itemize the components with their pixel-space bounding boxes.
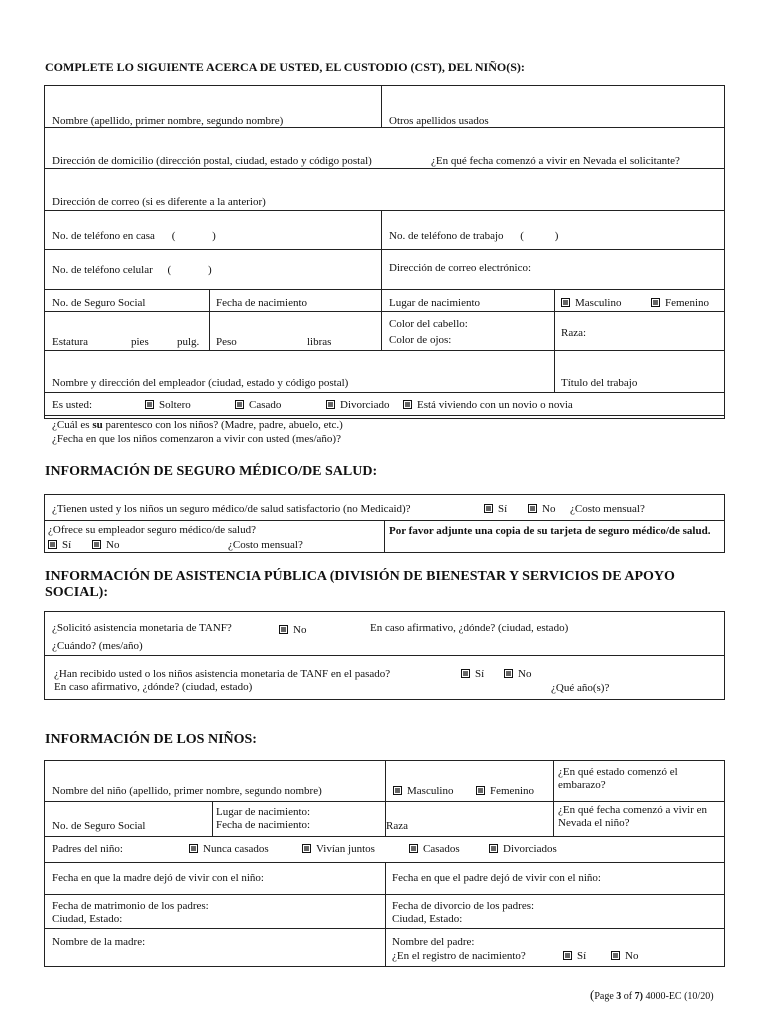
divorced-checkbox[interactable] [326, 400, 335, 409]
close-paren: ) [207, 264, 212, 276]
child-male-label: Masculino [407, 785, 454, 797]
ssn-label: No. de Seguro Social [52, 297, 146, 309]
single-option[interactable] [145, 399, 191, 411]
child-ssn-label: No. de Seguro Social [52, 820, 146, 832]
father-left-label: Fecha en que el padre dejó de vivir con el niño: [392, 872, 601, 884]
single-checkbox[interactable] [145, 400, 154, 409]
cohabiting-checkbox[interactable] [403, 400, 412, 409]
hair-color-label: Color del cabello: [389, 318, 468, 330]
children-date-label: ¿Fecha en que los niños comenzaron a vivir con usted (mes/año)? [52, 433, 341, 445]
cell-phone-label [52, 264, 212, 276]
child-female-label: Femenino [490, 785, 534, 797]
parents-married-checkbox[interactable] [409, 844, 418, 853]
health-yes-label: Sí [498, 503, 508, 515]
parents-married-label: Casados [423, 843, 460, 855]
relationship-bold: su [92, 419, 103, 431]
health-no-option[interactable] [528, 503, 555, 515]
tanf-question: ¿Solicitó asistencia monetaria de TANF? [52, 622, 232, 634]
health-yes-option[interactable] [484, 503, 507, 515]
mail-address-label: Dirección de correo (si es diferente a la anterior) [52, 196, 266, 208]
birth-record-no-option[interactable] [611, 950, 638, 962]
father-name-label: Nombre del padre: [392, 936, 475, 948]
footer-of-word: of [623, 991, 633, 1002]
employer-yes-checkbox[interactable] [48, 540, 57, 549]
footer-form-code: 4000-EC (10/20) [645, 991, 714, 1002]
female-option[interactable] [651, 297, 709, 309]
lived-together-checkbox[interactable] [302, 844, 311, 853]
cohabiting-label: Está viviendo con un novio o novia [417, 399, 573, 411]
child-male-checkbox[interactable] [393, 786, 402, 795]
child-birthplace-label: Lugar de nacimiento: [216, 806, 311, 818]
child-name-label: Nombre del niño (apellido, primer nombre, segundo nombre) [52, 785, 322, 797]
tanf-past-question: ¿Han recibido usted o los niños asistencia monetaria de TANF en el pasado? [54, 668, 391, 680]
race-label: Raza: [561, 327, 587, 339]
health-yes-checkbox[interactable] [484, 504, 493, 513]
married-label: Casado [249, 399, 282, 411]
lived-together-label: Vivían juntos [316, 843, 375, 855]
assistance-heading: INFORMACIÓN DE ASISTENCIA PÚBLICA (DIVISIÓN DE BIENESTAR Y SERVICIOS DE APOYO SOCIAL): [45, 569, 675, 600]
employer-no-checkbox[interactable] [92, 540, 101, 549]
single-label: Soltero [159, 399, 191, 411]
tanf-where-label: En caso afirmativo, ¿dónde? (ciudad, estado) [370, 622, 569, 634]
female-checkbox[interactable] [651, 298, 660, 307]
tanf-past-no-checkbox[interactable] [504, 669, 513, 678]
parents-divorced-option[interactable] [489, 843, 557, 855]
home-phone-label [52, 230, 216, 242]
never-married-label: Nunca casados [203, 843, 269, 855]
child-female-checkbox[interactable] [476, 786, 485, 795]
birth-record-no-label: No [625, 950, 639, 962]
birth-record-yes-label: Sí [577, 950, 587, 962]
form-title: COMPLETE LO SIGUIENTE ACERCA DE USTED, EL CUSTODIO (CST), DEL NIÑO(S): [45, 60, 525, 74]
child-dob-label: Fecha de nacimiento: [216, 819, 311, 831]
birth-record-no-checkbox[interactable] [611, 951, 620, 960]
tanf-past-yes-checkbox[interactable] [461, 669, 470, 678]
health-question: ¿Tienen usted y los niños un seguro médico/de salud satisfactorio (no Medicaid)? [52, 503, 411, 515]
work-phone-text: No. de teléfono de trabajo [389, 230, 504, 242]
health-cost-label: ¿Costo mensual? [570, 503, 645, 515]
other-surnames-label: Otros apellidos usados [389, 115, 489, 127]
birth-record-label: ¿En el registro de nacimiento? [392, 950, 526, 962]
never-married-checkbox[interactable] [189, 844, 198, 853]
feet-label: pies [131, 336, 149, 348]
birthplace-label: Lugar de nacimiento [389, 297, 481, 309]
open-paren: ( [520, 230, 524, 242]
male-label: Masculino [575, 297, 622, 309]
tanf-when-label: ¿Cuándo? (mes/año) [52, 640, 143, 652]
children-heading: INFORMACIÓN DE LOS NIÑOS: [45, 732, 257, 747]
work-phone-label [389, 230, 558, 242]
tanf-past-no-option[interactable] [504, 668, 531, 680]
footer-paren: ( [590, 987, 595, 1002]
inches-label: pulg. [177, 336, 200, 348]
cohabiting-option[interactable] [403, 399, 573, 411]
lived-together-option[interactable] [302, 843, 375, 855]
custodian-name-label: Nombre (apellido, primer nombre, segundo nombre) [52, 115, 284, 127]
page-footer [590, 987, 714, 1003]
tanf-no-option[interactable] [279, 624, 306, 636]
pregnancy-state-label: ¿En qué estado comenzó el embarazo? [558, 766, 678, 791]
footer-page-word: Page [594, 991, 614, 1002]
weight-label: Peso [216, 336, 237, 348]
open-paren: ( [167, 264, 172, 276]
height-label: Estatura [52, 336, 89, 348]
email-label: Dirección de correo electrónico: [389, 262, 532, 274]
tanf-past-where-label: En caso afirmativo, ¿dónde? (ciudad, estado) [54, 681, 253, 693]
tanf-no-checkbox[interactable] [279, 625, 288, 634]
you-are-label: Es usted: [52, 399, 93, 411]
marriage-date-label: Fecha de matrimonio de los padres: [52, 900, 209, 912]
relationship-post: parentesco con los niños? (Madre, padre, abuelo, etc.) [102, 419, 343, 431]
eye-color-label: Color de ojos: [389, 334, 452, 346]
mother-left-label: Fecha en que la madre dejó de vivir con el niño: [52, 872, 264, 884]
parents-married-option[interactable] [409, 843, 460, 855]
pounds-label: libras [307, 336, 332, 348]
close-paren: ) [212, 230, 216, 242]
open-paren: ( [171, 230, 176, 242]
relationship-pre: ¿Cuál es [52, 419, 93, 431]
attach-card-note: Por favor adjunte una copia de su tarjeta de seguro médico/de salud. [389, 525, 711, 537]
divorced-label: Divorciado [340, 399, 390, 411]
never-married-option[interactable] [189, 843, 269, 855]
home-phone-text: No. de teléfono en casa [52, 230, 155, 242]
health-heading: INFORMACIÓN DE SEGURO MÉDICO/DE SALUD: [45, 464, 378, 479]
health-no-checkbox[interactable] [528, 504, 537, 513]
employer-label: Nombre y dirección del empleador (ciudad, estado y código postal) [52, 377, 349, 389]
footer-page-number: 3 [616, 991, 622, 1002]
divorced-option[interactable] [326, 399, 389, 411]
home-address-label: Dirección de domicilio (dirección postal, ciudad, estado y código postal) [52, 155, 372, 167]
tanf-past-yes-label: Sí [475, 668, 485, 680]
male-option[interactable] [561, 297, 621, 309]
parents-divorced-checkbox[interactable] [489, 844, 498, 853]
male-checkbox[interactable] [561, 298, 570, 307]
tanf-past-yes-option[interactable] [461, 668, 484, 680]
employer-cost-label: ¿Costo mensual? [228, 539, 303, 551]
child-race-label: Raza [386, 820, 408, 832]
nevada-date-label: ¿En qué fecha comenzó a vivir en Nevada el solicitante? [431, 155, 680, 167]
birth-record-yes-option[interactable] [563, 950, 586, 962]
female-label: Femenino [665, 297, 709, 309]
relationship-label [52, 419, 343, 431]
cell-phone-text: No. de teléfono celular [52, 264, 153, 276]
marriage-city-label: Ciudad, Estado: [52, 913, 123, 925]
divorce-date-label: Fecha de divorcio de los padres: [392, 900, 535, 912]
tanf-years-label: ¿Qué año(s)? [551, 682, 610, 694]
employer-no-label: No [106, 539, 120, 551]
parents-divorced-label: Divorciados [503, 843, 557, 855]
child-nevada-date-label: ¿En qué fecha comenzó a vivir en Nevada el niño? [558, 804, 708, 829]
mother-name-label: Nombre de la madre: [52, 936, 146, 948]
employer-yes-label: Sí [62, 539, 72, 551]
tanf-past-no-label: No [518, 668, 532, 680]
child-female-option[interactable] [476, 785, 534, 797]
child-male-option[interactable] [393, 785, 453, 797]
employer-yes-option[interactable] [48, 539, 71, 551]
close-paren: ) [554, 230, 559, 242]
employer-no-option[interactable] [92, 539, 119, 551]
health-no-label: No [542, 503, 556, 515]
employer-offer-label: ¿Ofrece su empleador seguro médico/de salud? [48, 524, 256, 536]
parents-label: Padres del niño: [52, 843, 123, 855]
footer-page-total: 7) [634, 991, 643, 1002]
tanf-no-label: No [293, 624, 307, 636]
birth-record-yes-checkbox[interactable] [563, 951, 572, 960]
married-checkbox[interactable] [235, 400, 244, 409]
divorce-city-label: Ciudad, Estado: [392, 913, 463, 925]
dob-label: Fecha de nacimiento [216, 297, 308, 309]
married-option[interactable] [235, 399, 281, 411]
job-title-label: Título del trabajo [561, 377, 638, 389]
